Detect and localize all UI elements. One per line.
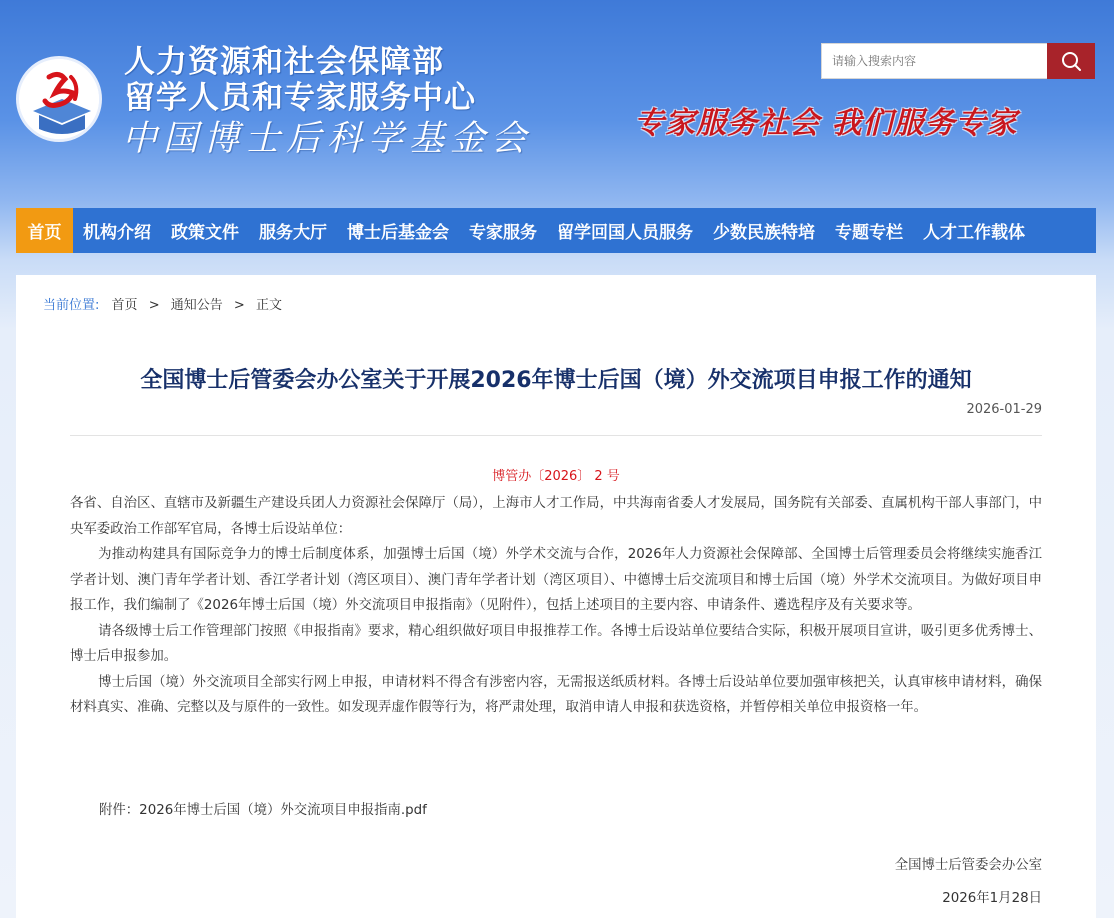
org-name-line3: 中国博士后科学基金会: [122, 119, 533, 159]
attachment-label: 附件：: [99, 803, 140, 818]
article-paragraph: 为推动构建具有国际竞争力的博士后制度体系，加强博士后国（境）外学术交流与合作，2026年人力资源社会保障部、全国博士后管理委员会将继续实施香江学者计划、澳门青年学者计划、香江学者计划（湾区项目）、澳门青年学者计划（湾区项目）、中德博士后交流项目和博士后国（境）外学术交流项目。为做好项目申报工作，我们编制了《2026年博士后国（境）外交流项目申报指南》（见附件），包括上述项目的主要内容、申请条件、遴选程序及有关要求等。: [70, 547, 1042, 613]
attachment: [99, 799, 427, 818]
breadcrumb: [43, 294, 282, 313]
article-date: 2026-01-29: [966, 402, 1042, 417]
nav-item-minority-training[interactable]: 少数民族特培: [713, 223, 815, 243]
breadcrumb-label: 当前位置:: [43, 298, 100, 313]
nav-item-service-hall[interactable]: 服务大厅: [259, 223, 327, 243]
article-paragraph: 博士后国（境）外交流项目全部实行网上申报，申请材料不得含有涉密内容，无需报送纸质材料。各博士后设站单位要加强审核把关，认真审核申请材料，确保材料真实、准确、完整以及与原件的一致性。如发现弄虚作假等行为，将严肃处理，取消申请人申报和获选资格，并暂停相关单位申报资格一年。: [70, 674, 1042, 715]
signature-org: 全国博士后管委会办公室: [894, 858, 1042, 873]
main-nav: [16, 208, 1096, 253]
breadcrumb-link-home[interactable]: 首页: [111, 298, 138, 313]
nav-item-about[interactable]: 机构介绍: [83, 223, 151, 243]
document-number: 博管办〔2026〕 2 号: [492, 469, 620, 484]
site-header: [0, 0, 1114, 205]
site-slogan: 专家服务社会 我们服务专家: [634, 106, 1018, 141]
org-name-line1: 人力资源和社会保障部: [124, 44, 444, 80]
article-body: [70, 491, 1042, 721]
attachment-link[interactable]: 2026年博士后国（境）外交流项目申报指南.pdf: [139, 803, 427, 818]
nav-item-expert-service[interactable]: 专家服务: [469, 223, 537, 243]
article-paragraph: 请各级博士后工作管理部门按照《申报指南》要求，精心组织做好项目申报推荐工作。各博士后设站单位要结合实际，积极开展项目宣讲，吸引更多优秀博士、博士后申报参加。: [70, 623, 1042, 664]
title-divider: [70, 435, 1042, 436]
breadcrumb-current: 正文: [255, 298, 282, 313]
breadcrumb-separator: >: [233, 298, 245, 313]
breadcrumb-link-notices[interactable]: 通知公告: [170, 298, 223, 313]
nav-item-home[interactable]: 首页: [16, 208, 73, 253]
search-icon: [1060, 50, 1082, 72]
nav-item-postdoc-foundation[interactable]: 博士后基金会: [347, 223, 449, 243]
logo-emblem-icon: [19, 59, 102, 142]
site-logo[interactable]: [16, 56, 102, 142]
nav-item-returnee-service[interactable]: 留学回国人员服务: [557, 223, 693, 243]
article-title: 全国博士后管委会办公室关于开展2026年博士后国（境）外交流项目申报工作的通知: [140, 368, 972, 393]
article-paragraph: 各省、自治区、直辖市及新疆生产建设兵团人力资源社会保障厅（局），上海市人才工作局，中共海南省委人才发展局，国务院有关部委、直属机构干部人事部门，中央军委政治工作部军官局，各博士后设站单位：: [70, 496, 1042, 537]
signature-date: 2026年1月28日: [942, 891, 1042, 906]
breadcrumb-separator: >: [148, 298, 160, 313]
nav-item-special-topics[interactable]: 专题专栏: [835, 223, 903, 243]
article-card: [16, 275, 1096, 918]
org-name-line2: 留学人员和专家服务中心: [124, 80, 476, 116]
search-button[interactable]: [1047, 43, 1095, 79]
nav-item-policy[interactable]: 政策文件: [171, 223, 239, 243]
search-input[interactable]: [821, 43, 1047, 79]
nav-item-talent-platform[interactable]: 人才工作载体: [923, 223, 1025, 243]
